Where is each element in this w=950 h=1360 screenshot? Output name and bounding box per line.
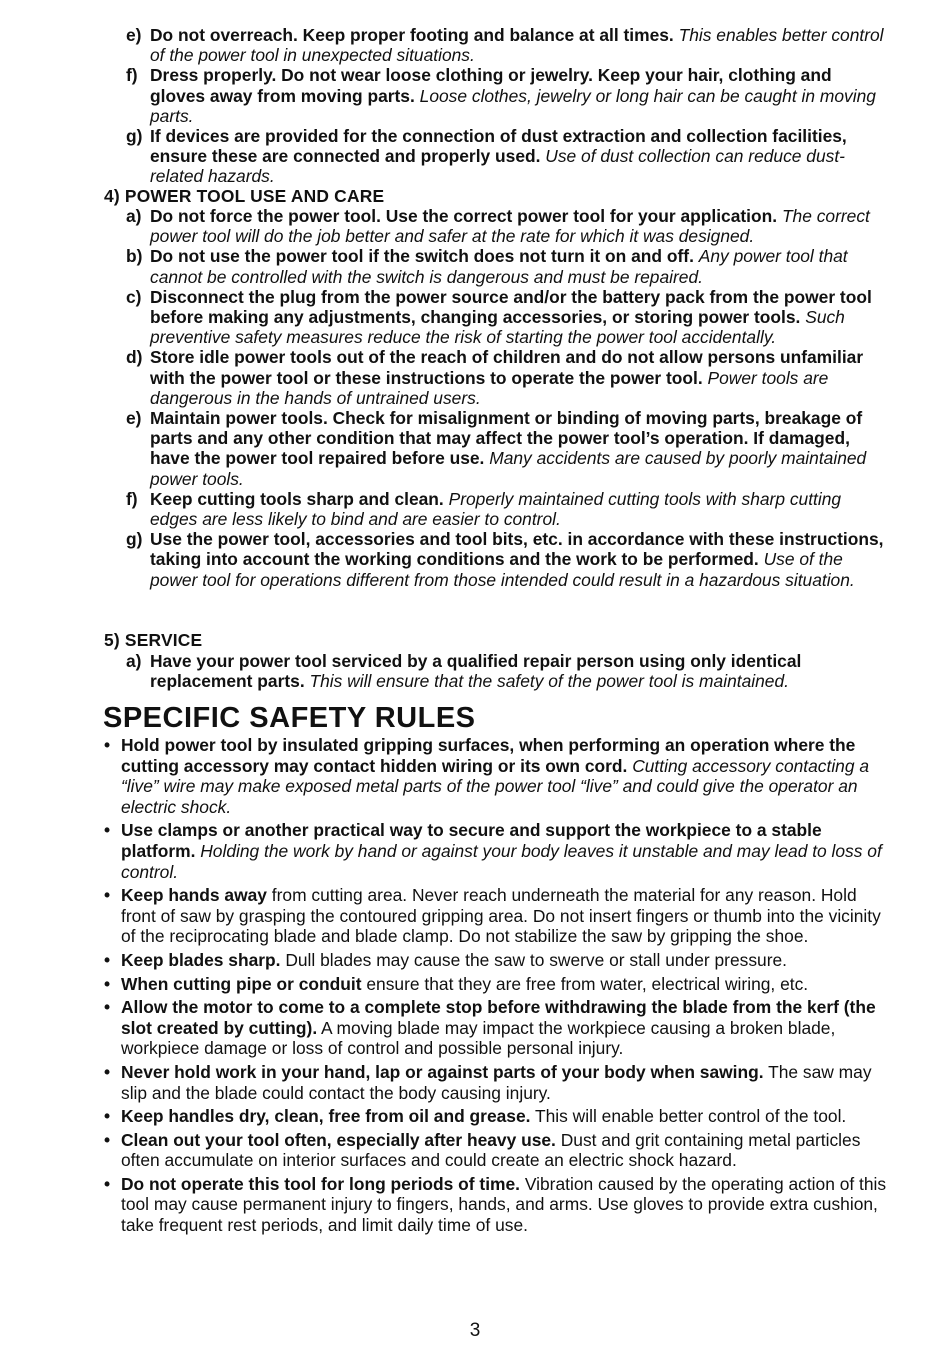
specific-safety-rules-title: SPECIFIC SAFETY RULES xyxy=(103,702,476,734)
item-marker: b) xyxy=(126,246,143,267)
list-item xyxy=(126,651,886,691)
item-marker: e) xyxy=(126,25,142,45)
list-item xyxy=(104,950,894,971)
list-item xyxy=(126,408,886,489)
item-plain-text: ensure that they are free from water, electrical wiring, etc. xyxy=(366,973,809,994)
list-item xyxy=(126,246,886,286)
item-plain-text: from cutting area. Never reach underneath the material for any reason. Hold front of saw by grasping the contoured gripping area. Do not insert fingers or thumb into the vicinity of the reciprocating blade and blade clamp. Do not stabilize the saw by gripping the shoe. xyxy=(121,885,881,947)
item-bold-text: When cutting pipe or conduit xyxy=(121,973,362,994)
bullet-icon: • xyxy=(104,997,111,1018)
list-item xyxy=(126,529,886,590)
list-item xyxy=(126,126,886,187)
page-number: 3 xyxy=(469,1320,481,1341)
bullet-icon: • xyxy=(104,1129,111,1150)
bullet-icon: • xyxy=(104,735,111,755)
list-item xyxy=(104,974,894,995)
list-item xyxy=(104,885,894,947)
bullet-icon: • xyxy=(104,885,111,906)
item-plain-text: A moving blade may impact the workpiece causing a broken blade, workpiece damage or loss of control and possible personal injury. xyxy=(121,1017,836,1059)
item-bold-text: Keep handles dry, clean, free from oil and grease. xyxy=(121,1106,531,1127)
section-heading-power-tool-use: 4) POWER TOOL USE AND CARE xyxy=(104,186,385,206)
item-bold-text: Maintain power tools. Check for misalignment or binding of moving parts, breakage of parts and any other condition that may affect the power tool’s operation. If damaged, have the power tool repaired before use. xyxy=(150,408,863,469)
bullet-icon: • xyxy=(104,1173,111,1194)
item-marker: a) xyxy=(126,651,142,671)
section-heading-service: 5) SERVICE xyxy=(104,630,203,650)
item-marker: f) xyxy=(126,65,138,86)
item-italic-text: Any power tool that cannot be controlled with the switch is dangerous and must be repaired. xyxy=(150,246,848,287)
item-italic-text: Holding the work by hand or against your body leaves it unstable and may lead to loss of control. xyxy=(121,840,882,882)
specific-safety-rules-list xyxy=(104,735,894,1239)
item-italic-text: Use of the power tool for operations different from those intended could result in a hazardous situation. xyxy=(150,549,855,590)
list-item xyxy=(104,997,894,1059)
item-bold-text: Allow the motor to come to a complete stop before withdrawing the blade from the kerf (the slot created by cutting). xyxy=(121,997,876,1038)
item-bold-text: Do not use the power tool if the switch does not turn it on and off. xyxy=(150,246,694,267)
service-list xyxy=(126,651,886,691)
item-italic-text: Properly maintained cutting tools with sharp cutting edges are less likely to bind and are easier to control. xyxy=(150,488,842,530)
list-item xyxy=(104,1062,894,1103)
list-item xyxy=(126,489,886,529)
item-marker: f) xyxy=(126,488,138,509)
item-bold-text: Use the power tool, accessories and tool bits, etc. in accordance with these instructions, taking into account the working conditions and the work to be performed. xyxy=(150,529,884,570)
item-bold-text: Have your power tool serviced by a qualified repair person using only identical replacement parts. xyxy=(150,651,802,692)
item-bold-text: Do not force the power tool. Use the correct power tool for your application. xyxy=(150,206,778,226)
item-marker: c) xyxy=(126,286,142,307)
bullet-icon: • xyxy=(104,949,111,970)
item-plain-text: Dull blades may cause the saw to swerve or stall under pressure. xyxy=(285,949,787,970)
item-italic-text: Use of dust collection can reduce dust-related hazards. xyxy=(150,146,845,187)
bullet-icon: • xyxy=(104,820,111,841)
item-marker: a) xyxy=(126,206,142,226)
list-item xyxy=(126,25,886,65)
list-item xyxy=(126,347,886,408)
power-tool-use-list xyxy=(126,206,886,590)
list-item xyxy=(104,1106,894,1127)
list-item xyxy=(126,65,886,126)
item-italic-text: Power tools are dangerous in the hands of untrained users. xyxy=(150,367,829,408)
item-marker: e) xyxy=(126,408,142,429)
item-bold-text: Disconnect the plug from the power source and/or the battery pack from the power tool before making any adjustments, changing accessories, or storing power tools. xyxy=(150,286,872,328)
item-marker: d) xyxy=(126,347,143,368)
item-italic-text: The correct power tool will do the job better and safer at the rate for which it was designed. xyxy=(150,206,870,247)
bullet-icon: • xyxy=(104,973,111,994)
item-bold-text: Do not operate this tool for long periods of time. xyxy=(121,1173,521,1194)
item-bold-text: Dress properly. Do not wear loose clothing or jewelry. Keep your hair, clothing and gloves away from moving parts. xyxy=(150,65,832,106)
item-italic-text: Cutting accessory contacting a “live” wire may make exposed metal parts of the power tool “live” and could give the operator an electric shock. xyxy=(121,755,870,817)
item-italic-text: Loose clothes, jewelry or long hair can be caught in moving parts. xyxy=(150,85,876,126)
general-safety-list-continued xyxy=(126,25,886,187)
item-bold-text: If devices are provided for the connection of dust extraction and collection facilities, ensure these are connected and properly used. xyxy=(150,126,847,167)
bullet-icon: • xyxy=(104,1061,111,1082)
item-plain-text: Vibration caused by the operating action of this tool may cause permanent injury to fingers, hands, and arms. Use gloves to provide extra cushion, take frequent rest periods, and limit daily time of use. xyxy=(121,1173,887,1236)
list-item xyxy=(104,735,894,817)
item-italic-text: Many accidents are caused by poorly maintained power tools. xyxy=(150,448,867,489)
list-item xyxy=(104,1174,894,1236)
item-bold-text: Keep cutting tools sharp and clean. xyxy=(150,488,444,509)
list-item xyxy=(126,287,886,348)
list-item xyxy=(104,820,894,882)
item-bold-text: Keep blades sharp. xyxy=(121,949,281,970)
item-bold-text: Keep hands away xyxy=(121,885,267,906)
bullet-icon: • xyxy=(104,1106,111,1127)
item-bold-text: Use clamps or another practical way to secure and support the workpiece to a stable platform. xyxy=(121,820,822,861)
item-italic-text: This enables better control of the power tool in unexpected situations. xyxy=(150,25,884,66)
item-marker: g) xyxy=(126,529,143,550)
item-bold-text: Store idle power tools out of the reach of children and do not allow persons unfamiliar with the power tool or these instructions to operate the power tool. xyxy=(150,347,864,388)
item-bold-text: Hold power tool by insulated gripping surfaces, when performing an operation where the cutting accessory may contact hidden wiring or its own cord. xyxy=(121,735,856,776)
item-marker: g) xyxy=(126,126,143,147)
item-plain-text: The saw may slip and the blade could contact the body causing injury. xyxy=(121,1061,872,1103)
item-bold-text: Clean out your tool often, especially after heavy use. xyxy=(121,1129,556,1150)
item-plain-text: This will enable better control of the tool. xyxy=(535,1106,847,1127)
item-bold-text: Do not overreach. Keep proper footing and balance at all times. xyxy=(150,25,674,45)
item-bold-text: Never hold work in your hand, lap or against parts of your body when sawing. xyxy=(121,1061,764,1082)
item-italic-text: This will ensure that the safety of the power tool is maintained. xyxy=(309,671,789,692)
list-item xyxy=(104,1130,894,1171)
list-item xyxy=(126,206,886,246)
item-italic-text: Such preventive safety measures reduce the risk of starting the power tool accidentally. xyxy=(150,307,845,348)
item-plain-text: Dust and grit containing metal particles often accumulate on interior surfaces and could create an electric shock hazard. xyxy=(121,1129,861,1171)
